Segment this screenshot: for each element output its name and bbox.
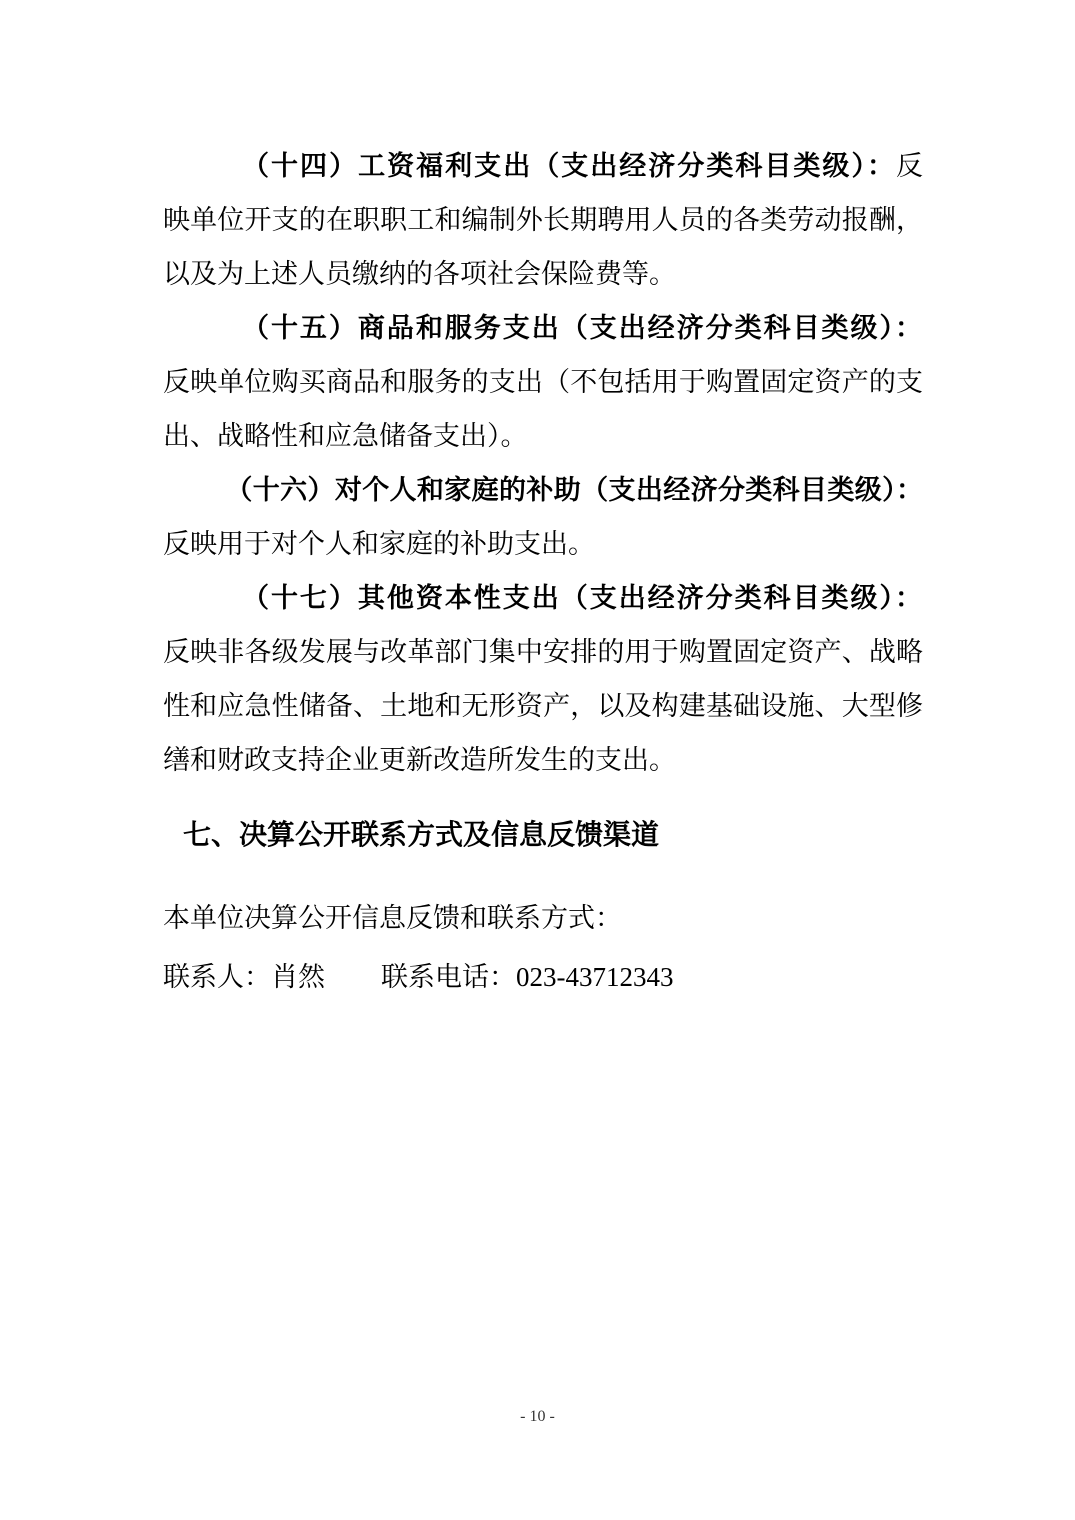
paragraph-heading: （十五）商品和服务支出（支出经济分类科目类级）： bbox=[241, 313, 923, 344]
paragraph-body: 反映单位购买商品和服务的支出（不包括用于购置固定资产的支出、战略性和应急储备支出）。 bbox=[163, 367, 923, 452]
page-number: - 10 - bbox=[520, 1408, 555, 1425]
contact-person: 肖然 bbox=[271, 962, 325, 993]
paragraph-goods-services bbox=[163, 302, 923, 464]
paragraph-wage-welfare bbox=[163, 140, 923, 302]
paragraph-body: 反映用于对个人和家庭的补助支出。 bbox=[163, 529, 595, 560]
phone-number: 023-43712343 bbox=[516, 962, 674, 992]
paragraph-heading: （十七）其他资本性支出（支出经济分类科目类级）： bbox=[241, 583, 923, 614]
contact-line bbox=[163, 948, 923, 1007]
paragraph-heading: （十六）对个人和家庭的补助（支出经济分类科目类级）： bbox=[225, 475, 923, 506]
section-title: 七、决算公开联系方式及信息反馈渠道 bbox=[183, 818, 660, 851]
paragraph-family-subsidy bbox=[163, 464, 923, 572]
paragraph-body: 反映单位开支的在职职工和编制外长期聘用人员的各类劳动报酬，以及为上述人员缴纳的各项社会保险费等。 bbox=[163, 151, 923, 290]
page-content bbox=[163, 140, 923, 1007]
paragraph-body: 反映非各级发展与改革部门集中安排的用于购置固定资产、战略性和应急性储备、土地和无形资产，以及构建基础设施、大型修缮和财政支持企业更新改造所发生的支出。 bbox=[163, 637, 923, 776]
paragraph-heading: （十四）工资福利支出（支出经济分类科目类级）： bbox=[241, 151, 896, 182]
contact-intro: 本单位决算公开信息反馈和联系方式： bbox=[163, 903, 622, 934]
phone-label: 联系电话： bbox=[381, 962, 516, 993]
contact-person-label: 联系人： bbox=[163, 962, 271, 993]
paragraph-other-capital bbox=[163, 572, 923, 788]
